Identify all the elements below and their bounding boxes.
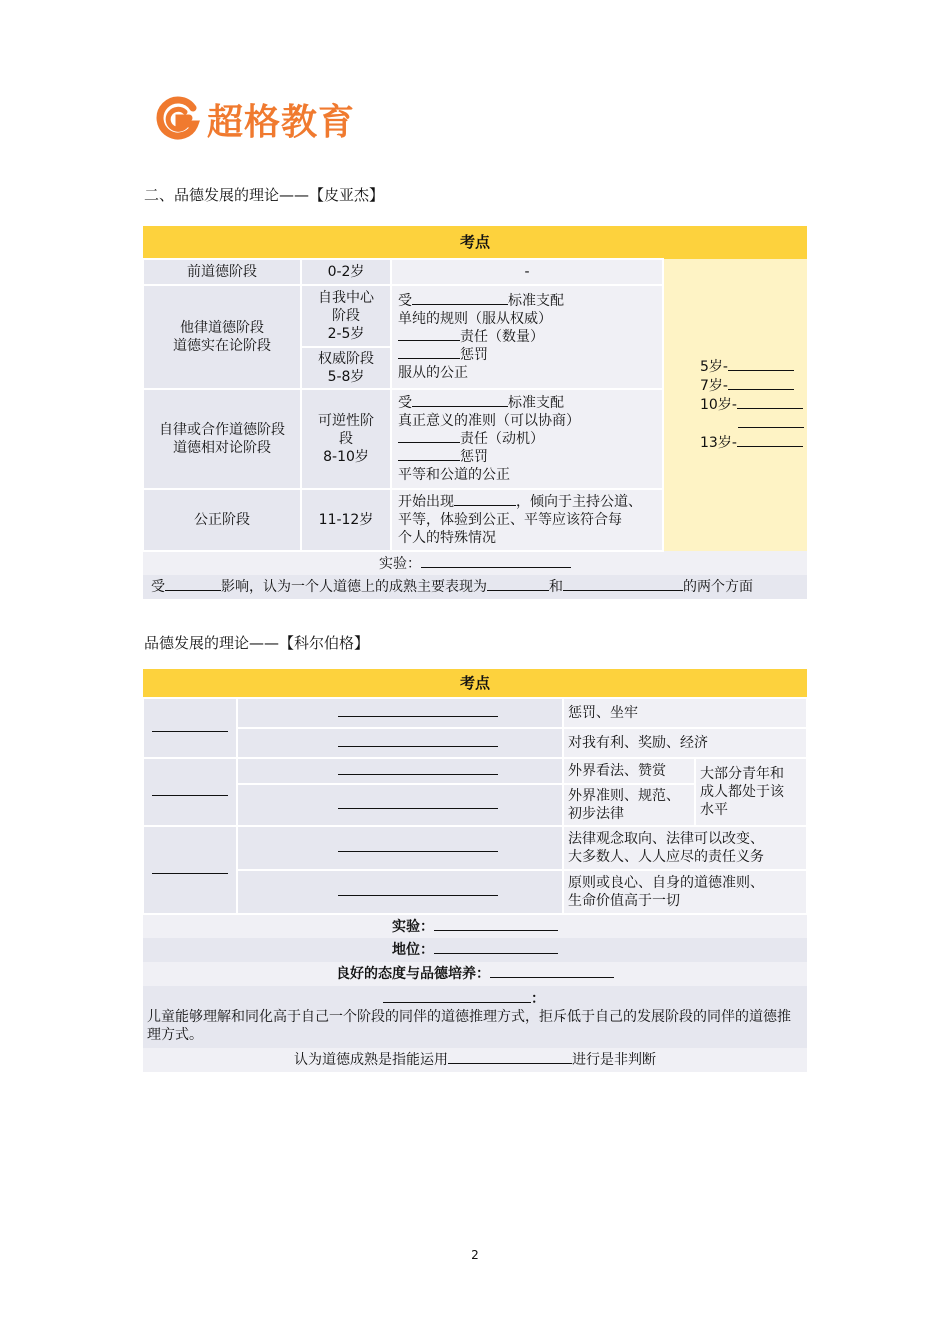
level-cell [143, 698, 237, 758]
age-cell: 0-2岁 [301, 259, 391, 285]
stage-feature: 外界准则、规范、 初步法律 [563, 784, 695, 826]
stage-feature: 惩罚、坐牢 [563, 698, 807, 728]
age-cell: 自我中心 阶段 2-5岁 [301, 285, 391, 347]
stage-blank [237, 758, 563, 784]
age-cell: 权威阶段 5-8岁 [301, 347, 391, 389]
table-header: 考点 [143, 226, 807, 259]
stage-feature: 法律观念取向、法律可以改变、 大多数人、人人应尽的责任义务 [563, 826, 807, 870]
logo-g-icon [155, 96, 201, 142]
section1-title: 二、品德发展的理论——【皮亚杰】 [144, 186, 385, 204]
stage-blank [237, 784, 563, 826]
stage-feature: 外界看法、赞赏 [563, 758, 695, 784]
age-cell: 可逆性阶 段 8-10岁 [301, 389, 391, 489]
stage-blank [237, 826, 563, 870]
desc-cell: 受 标准支配 真正意义的准则（可以协商） 责任（动机） 惩罚 平等和公道的公正 [391, 389, 663, 489]
desc-cell: - [391, 259, 663, 285]
stage-cell: 自律或合作道德阶段 道德相对论阶段 [143, 389, 301, 489]
desc-cell: 开始出现 ，倾向于主持公道、 平等，体验到公正、平等应该符合每 个人的特殊情况 [391, 489, 663, 551]
section2-title: 品德发展的理论——【科尔伯格】 [144, 634, 370, 652]
experiment-row: 实验： [143, 551, 807, 575]
age-cell: 11-12岁 [301, 489, 391, 551]
stage-blank [237, 728, 563, 758]
table-header: 考点 [143, 669, 807, 698]
age-10-label: 10岁- [700, 396, 737, 413]
desc-cell: 受 标准支配 单纯的规则（服从权威） 责任（数量） 惩罚 服从的公正 [391, 285, 663, 389]
stage-cell: 前道德阶段 [143, 259, 301, 285]
logo [155, 94, 355, 144]
piaget-table [142, 226, 807, 599]
age-side-panel [663, 259, 807, 551]
stage-cell: 他律道德阶段 道德实在论阶段 [143, 285, 301, 389]
age-13-label: 13岁- [700, 434, 737, 451]
peer-influence-row: ： 儿童能够理解和同化高于自己一个阶段的同伴的道德推理方式，拒斥低于自己的发展阶段的同伴的道德推理方式。 [143, 986, 807, 1048]
experiment-row: 实验： [143, 914, 807, 938]
summary-row: 受 影响，认为一个人道德上的成熟主要表现为 和 的两个方面 [143, 575, 807, 599]
attitude-row: 良好的态度与品德培养： [143, 962, 807, 986]
logo-text: 超格教育 [207, 101, 356, 143]
kohlberg-table [142, 669, 808, 1072]
age-5-label: 5岁- [700, 358, 728, 375]
age-7-label: 7岁- [700, 377, 728, 394]
stage-blank [237, 698, 563, 728]
level-cell [143, 826, 237, 914]
stage-feature: 原则或良心、自身的道德准则、 生命价值高于一切 [563, 870, 807, 914]
level-cell [143, 758, 237, 826]
maturity-row: 认为道德成熟是指能运用 进行是非判断 [143, 1048, 807, 1072]
stage-cell: 公正阶段 [143, 489, 301, 551]
page-number: 2 [471, 1248, 479, 1262]
stage-blank [237, 870, 563, 914]
level-note: 大部分青年和 成人都处于该 水平 [695, 758, 807, 826]
status-row: 地位： [143, 938, 807, 962]
stage-feature: 对我有利、奖励、经济 [563, 728, 807, 758]
